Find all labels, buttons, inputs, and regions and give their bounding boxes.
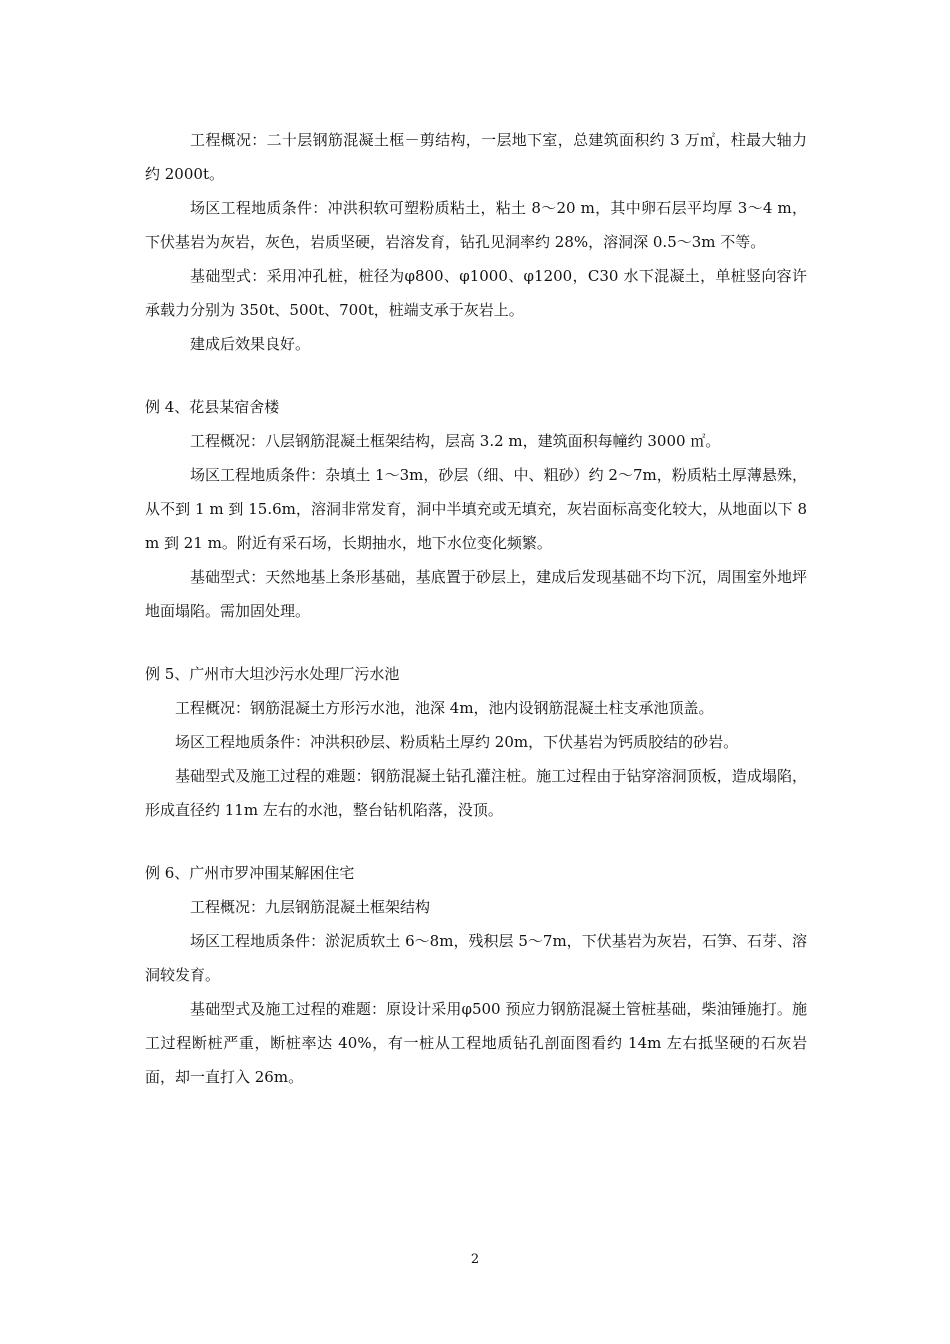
page-number: 2 [470, 1252, 480, 1267]
example5-overview: 工程概况：钢筋混凝土方形污水池，池深 4m，池内设钢筋混凝土柱支承池顶盖。 [175, 699, 714, 717]
example6-foundation: 基础型式及施工过程的难题：原设计采用φ500 预应力钢筋混凝土管桩基础，柴油锤施打。施工过程断桩严重，断桩率达 40%，有一桩从工程地质钻孔剖面图看约 14m 左右抵坚硬的石灰岩面，却一直打入 26m。 [145, 1000, 807, 1086]
example4-overview: 工程概况：八层钢筋混凝土框架结构，层高 3.2 m，建筑面积每幢约 3000 ㎡。 [190, 432, 721, 450]
example5-heading: 例 5、广州市大坦沙污水处理厂污水池 [145, 665, 400, 683]
example4-geology: 场区工程地质条件：杂填土 1～3m，砂层（细、中、粗砂）约 2～7m，粉质粘土厚薄悬殊，从不到 1 m 到 15.6m，溶洞非常发育，洞中半填充或无填充，灰岩面标高变化较大，从地面以下 8 m 到 21 m。附近有采石场，长期抽水，地下水位变化频繁。 [145, 466, 807, 552]
page-content [145, 123, 807, 1094]
example6-geology: 场区工程地质条件：淤泥质软土 6～8m，残积层 5～7m，下伏基岩为灰岩，石笋、石芽、溶洞较发育。 [145, 932, 807, 984]
example5-geology: 场区工程地质条件：冲洪积砂层、粉质粘土厚约 20m，下伏基岩为钙质胶结的砂岩。 [175, 733, 739, 751]
example4-foundation: 基础型式：天然地基上条形基础，基底置于砂层上，建成后发现基础不均下沉，周围室外地坪地面塌陷。需加固处理。 [145, 568, 807, 620]
example5-foundation: 基础型式及施工过程的难题：钢筋混凝土钻孔灌注桩。施工过程由于钻穿溶洞顶板，造成塌陷，形成直径约 11m 左右的水池，整台钻机陷落，没顶。 [145, 767, 807, 819]
intro-overview: 工程概况：二十层钢筋混凝土框－剪结构，一层地下室，总建筑面积约 3 万㎡，柱最大轴力约 2000t。 [145, 131, 807, 183]
intro-foundation: 基础型式：采用冲孔桩，桩径为φ800、φ1000、φ1200，C30 水下混凝土，单桩竖向容许承载力分别为 350t、500t、700t，桩端支承于灰岩上。 [145, 267, 807, 319]
example6-heading: 例 6、广州市罗冲围某解困住宅 [145, 864, 355, 882]
example4-heading: 例 4、花县某宿舍楼 [145, 398, 280, 416]
example6-overview: 工程概况：九层钢筋混凝土框架结构 [190, 898, 431, 916]
intro-geology: 场区工程地质条件：冲洪积软可塑粉质粘土，粘土 8～20 m，其中卵石层平均厚 3～4 m，下伏基岩为灰岩，灰色，岩质坚硬，岩溶发育，钻孔见洞率约 28%，溶洞深 0.5～3m 不等。 [145, 199, 807, 251]
intro-result: 建成后效果良好。 [190, 335, 311, 353]
